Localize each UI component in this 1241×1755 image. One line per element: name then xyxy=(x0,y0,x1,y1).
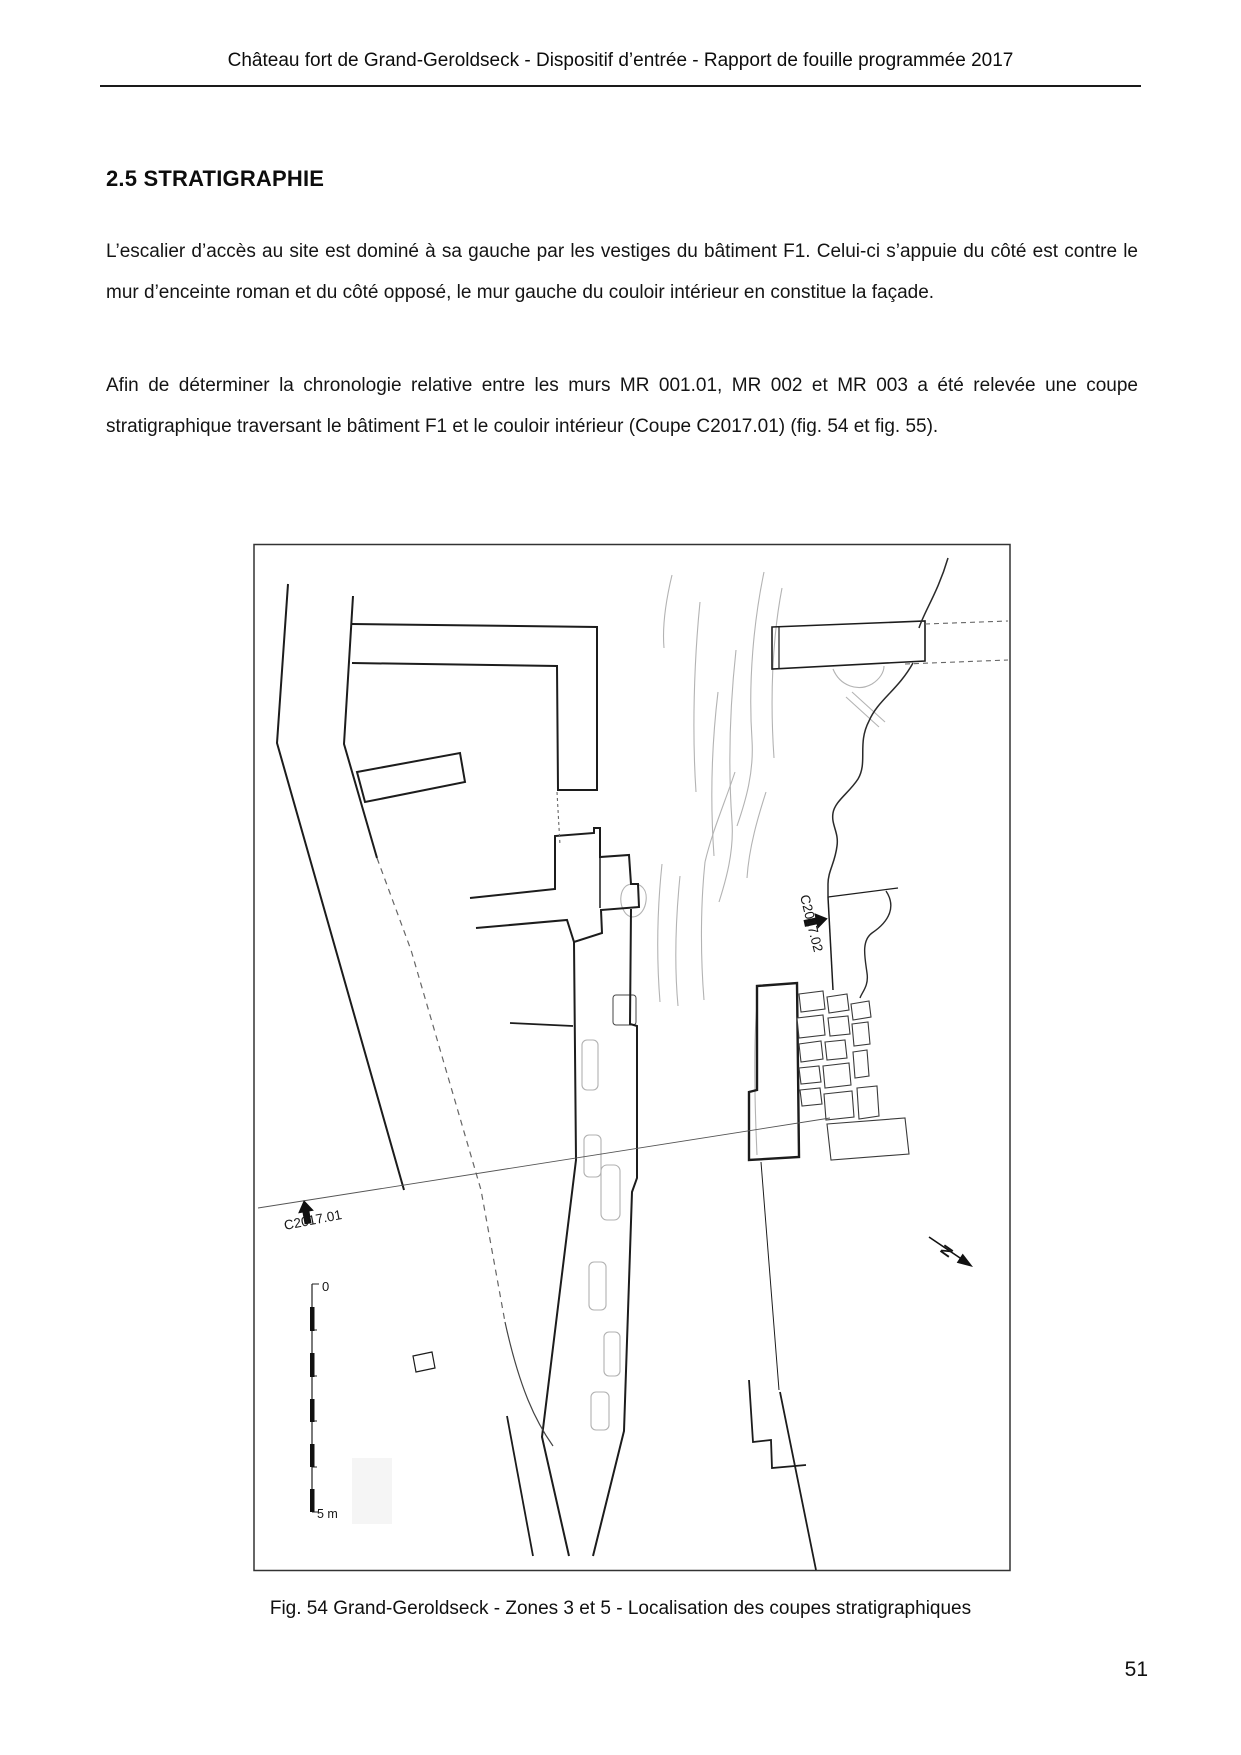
paragraph-2: Afin de déterminer la chronologie relative entre les murs MR 001.01, MR 002 et MR 003 a été relevée une coupe stratigraphique traversant le bâtiment F1 et le couloir intérieur (Coupe C2017.01) (fig. 54 et fig. 55). xyxy=(106,375,1138,437)
scale-zero-label: 0 xyxy=(322,1279,330,1294)
dashed-lines xyxy=(377,621,1008,1322)
scan-shadow xyxy=(352,1458,392,1524)
corridor-stones xyxy=(582,1040,620,1430)
site-plan-drawing xyxy=(253,543,1011,1572)
page-number: 51 xyxy=(1124,1658,1148,1681)
stone-blocks xyxy=(797,991,909,1160)
site-plan-figure xyxy=(253,543,1011,1572)
paragraph-1: L’escalier d’accès au site est dominé à sa gauche par les vestiges du bâtiment F1. Celui-ci s’appuie du côté est contre le mur d’enceinte roman et du côté opposé, le mur gauche du couloir intérieur en constitue la façade. xyxy=(106,241,1138,303)
corridor-stone-block xyxy=(613,995,636,1025)
scale-5m-label: 5 m xyxy=(317,1507,338,1521)
north-label: N xyxy=(936,1241,957,1260)
header-rule xyxy=(100,85,1141,87)
section-heading: 2.5 STRATIGRAPHIE xyxy=(106,166,325,191)
figure-caption: Fig. 54 Grand-Geroldseck - Zones 3 et 5 - Localisation des coupes stratigraphiques xyxy=(269,1598,972,1619)
section-cut-label-1: C2017.01 xyxy=(282,1207,344,1233)
page-header: Château fort de Grand-Geroldseck - Dispositif d’entrée - Rapport de fouille programmée 2017 xyxy=(227,50,1014,71)
section-cut-label-2: C2017.02 xyxy=(797,893,826,954)
figure-frame xyxy=(254,545,1010,1571)
scale-bar xyxy=(310,1279,338,1521)
path-curve xyxy=(505,1322,553,1446)
north-arrow-icon xyxy=(929,1237,973,1267)
section-line xyxy=(258,1118,830,1208)
